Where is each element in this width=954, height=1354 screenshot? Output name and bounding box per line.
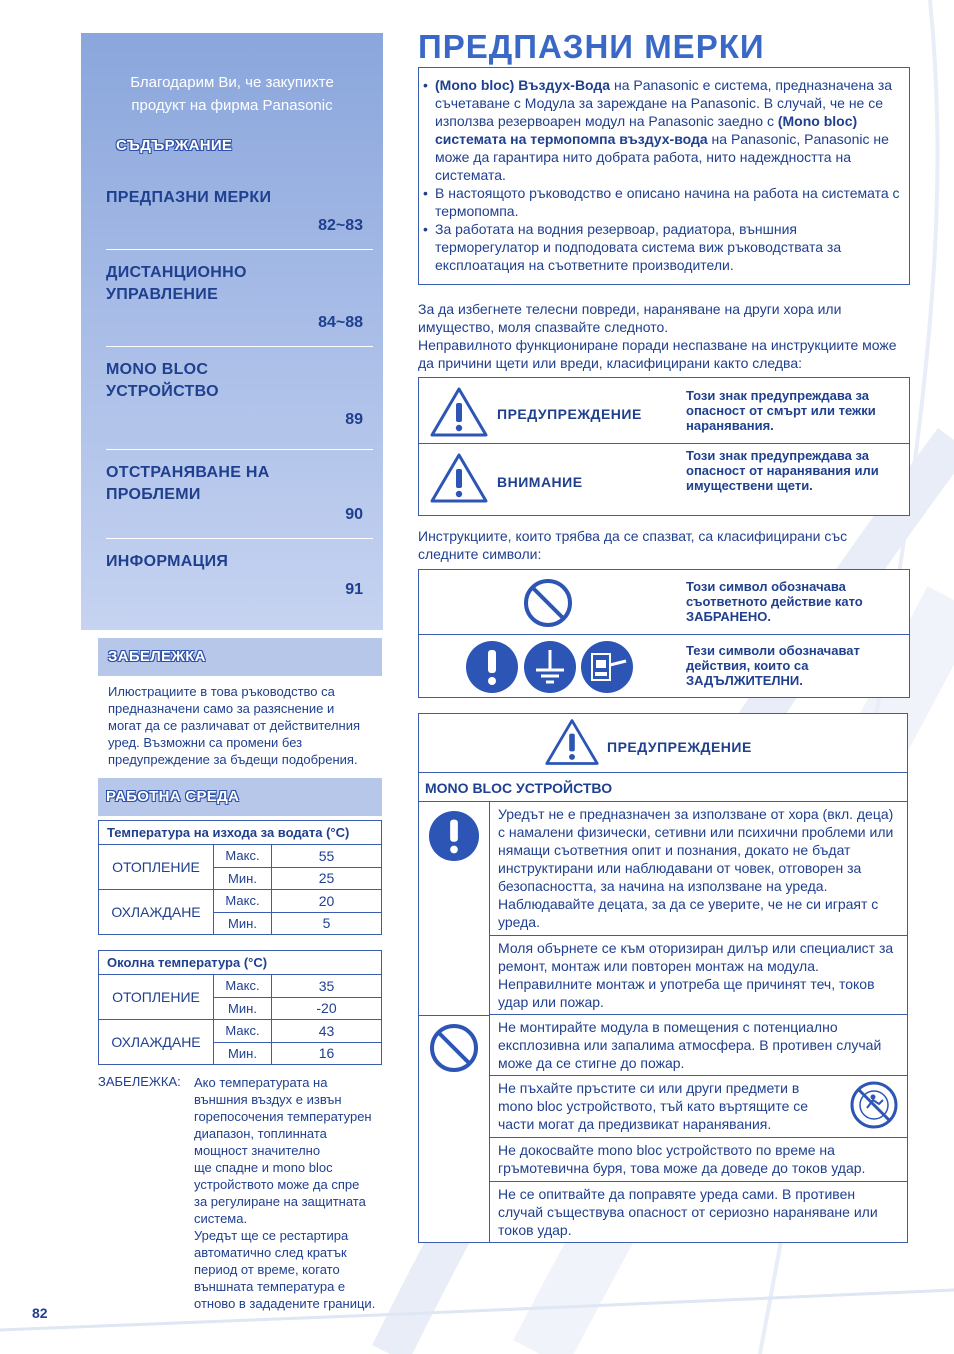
intro-box <box>418 67 910 285</box>
divider <box>419 1015 490 1016</box>
prohibited-row <box>419 570 909 635</box>
water-temperature-table <box>98 820 382 935</box>
toc-page: 90 <box>345 506 363 523</box>
mono-bloc-warning-box <box>418 713 908 1243</box>
value-cell: 35 <box>272 975 382 998</box>
toc-item-remote[interactable]: ДИСТАНЦИОННО УПРАВЛЕНИЕ 84~88 <box>106 264 363 331</box>
warning-triangle-icon <box>429 386 489 438</box>
mandatory-exclamation-icon <box>465 640 519 694</box>
value-cell: 16 <box>272 1042 382 1065</box>
note-text: Илюстрациите в това ръководство са предназначени само за разяснение и могат да се различават от действителния уред. Възможни са промени без предупреждение за бъдещи подобрения. <box>108 684 361 767</box>
divider <box>106 538 373 539</box>
environment-heading-bar <box>98 778 382 816</box>
value-cell: 55 <box>272 845 382 868</box>
caution-row <box>419 444 909 516</box>
toc-item-monobloc[interactable]: MONO BLOC УСТРОЙСТВО 89 <box>106 361 363 428</box>
mandatory-row <box>419 635 909 698</box>
paragraph: Неправилното функциониране поради неспазване на инструкциите може да причини щети или вреди, класифицирани както следва: <box>418 337 897 371</box>
caution-triangle-icon <box>429 452 489 504</box>
limit-label: Макс. <box>214 845 272 868</box>
warning-row <box>419 378 909 444</box>
divider <box>106 346 373 347</box>
environment-note-label: ЗАБЕЛЕЖКА: <box>98 1074 181 1089</box>
mandatory-exclamation-icon <box>428 810 480 862</box>
warning-item: Уредът не е предназначен за използване от хора (вкл. деца) с намалени физически, сетивни или психични проблеми или нямащи съответния опит и познания, докато не бъдат инструктирани или наблюдавани от човек, отговорен за безопасността, за начина на използване на уреда. Наблюдавайте децата, за да се уверите, че не си играят с уреда. <box>490 802 907 936</box>
warning-box-title: ПРЕДУПРЕЖДЕНИЕ <box>607 739 752 755</box>
value-cell: 20 <box>272 890 382 913</box>
prohibited-description: Този символ обозначава съответното действие като ЗАБРАНЕНО. <box>686 579 863 624</box>
table-caption: Околна температура (°C) <box>99 951 382 975</box>
warning-triangle-icon <box>544 717 600 767</box>
mode-cell: ОХЛАЖДАНЕ <box>99 890 214 935</box>
warning-item: Не монтирайте модула в помещения с потенциално експлозивна или запалима атмосфера. В противен случай може да се стигне до пожар. <box>490 1015 907 1076</box>
symbol-legend <box>418 569 910 698</box>
value-cell: -20 <box>272 997 382 1020</box>
limit-label: Мин. <box>214 912 272 935</box>
intro-bullet: • За работата на водния резервоар, радиатора, външния терморегулатор и подподовата система виж ръководствата за експлоатация на съответните производители. <box>435 220 903 274</box>
unplug-icon <box>580 640 634 694</box>
intro-bullet: • (Mono bloc) Въздух-Вода на Panasonic е система, предназначена за съчетаване с Модула за зареждане на Panasonic. В случай, че не се използва резервоарен модул на Panasonic заедно с (Mono bloc) системата на термопомпа въздух-вода на Panasonic, Panasonic не може да гарантира нито добрата работа, нито надеждността на системата. <box>435 76 903 184</box>
limit-label: Макс. <box>214 1020 272 1043</box>
intro-bullet: • В настоящото ръководство е описано начина на работа на системата с термопомпа. <box>435 184 903 220</box>
warning-item: Не пъхайте пръстите си или други предмети в mono bloc устройството, тъй като въртящите се части могат да предизвикат наранявания. <box>490 1076 907 1138</box>
toc-page: 82~83 <box>318 217 363 234</box>
warning-label: ПРЕДУПРЕЖДЕНИЕ <box>497 406 642 422</box>
limit-label: Макс. <box>214 975 272 998</box>
environment-note-text: Ако температурата на външния въздух е извън горепосочения температурен диапазон, топлинната мощност значително ще спадне и mono bloc устройството може да спре за регулиране на защитната система. Уредът ще се рестартира автоматично след кратък период от време, когато външната температура е отново в зададените граници. <box>194 1075 376 1311</box>
page-title: ПРЕДПАЗНИ МЕРКИ <box>418 28 765 65</box>
earth-ground-icon <box>523 640 577 694</box>
caution-label: ВНИМАНИЕ <box>497 474 583 490</box>
warning-box-subheader: MONO BLOC УСТРОЙСТВО <box>419 773 907 802</box>
icon-column <box>419 802 490 1243</box>
sidebar <box>81 33 383 630</box>
value-cell: 25 <box>272 867 382 890</box>
page-number: 82 <box>32 1305 48 1321</box>
warning-item: Не се опитвайте да поправяте уреда сами. В противен случай съществува опасност от сериозно нараняване или токов удар. <box>498 1186 878 1238</box>
value-cell: 5 <box>272 912 382 935</box>
warning-box-header <box>419 714 907 773</box>
note-heading-bar <box>98 638 382 676</box>
paragraph: Инструкциите, които трябва да се спазват, са класифицирани със следните символи: <box>418 528 848 562</box>
thanks-text: Благодарим Ви, че закупихте продукт на фирма Panasonic <box>130 74 334 114</box>
note-heading: ЗАБЕЛЕЖКА <box>108 648 206 665</box>
paragraph: За да избегнете телесни повреди, нараняване на други хора или имущество, моля спазвайте следното. <box>418 301 842 335</box>
table-caption: Температура на изхода за водата (°C) <box>99 821 382 845</box>
mandatory-description: Тези символи обозначават действия, които са ЗАДЪЛЖИТЕЛНИ. <box>686 643 860 688</box>
caution-description: Този знак предупреждава за опасност от наранявания или имуществени щети. <box>686 448 879 493</box>
warning-item: Моля обърнете се към оторизиран дилър или специалист за ремонт, монтаж или повторен монтаж на модула. Неправилните монтаж и употреба ще причинят теч, токов удар или пожар. <box>490 936 907 1015</box>
limit-label: Мин. <box>214 997 272 1020</box>
prohibited-icon <box>522 577 574 629</box>
limit-label: Мин. <box>214 867 272 890</box>
prohibited-icon <box>428 1022 480 1074</box>
mode-cell: ОХЛАЖДАНЕ <box>99 1020 214 1065</box>
environment-heading: РАБОТНА СРЕДА <box>106 788 240 805</box>
divider <box>106 449 373 450</box>
toc-item-precautions[interactable]: ПРЕДПАЗНИ МЕРКИ 82~83 <box>106 189 363 234</box>
divider <box>106 249 373 250</box>
limit-label: Мин. <box>214 1042 272 1065</box>
no-fingers-fan-icon <box>849 1080 899 1130</box>
value-cell: 43 <box>272 1020 382 1043</box>
ambient-temperature-table <box>98 950 382 1065</box>
toc-page: 84~88 <box>318 314 363 331</box>
signal-word-legend <box>418 377 910 516</box>
mode-cell: ОТОПЛЕНИЕ <box>99 845 214 890</box>
warning-item: Не докосвайте mono bloc устройството по време на гръмотевична буря, това може да доведе до токов удар. <box>490 1138 907 1182</box>
toc-page: 91 <box>345 581 363 598</box>
toc-item-troubleshooting[interactable]: ОТСТРАНЯВАНЕ НА ПРОБЛЕМИ 90 <box>106 464 363 523</box>
mode-cell: ОТОПЛЕНИЕ <box>99 975 214 1020</box>
contents-heading: СЪДЪРЖАНИЕ <box>116 137 233 154</box>
toc-page: 89 <box>345 411 363 428</box>
toc-item-information[interactable]: ИНФОРМАЦИЯ 91 <box>106 553 363 598</box>
limit-label: Макс. <box>214 890 272 913</box>
warning-description: Този знак предупреждава за опасност от смърт или тежки наранявания. <box>686 388 876 433</box>
